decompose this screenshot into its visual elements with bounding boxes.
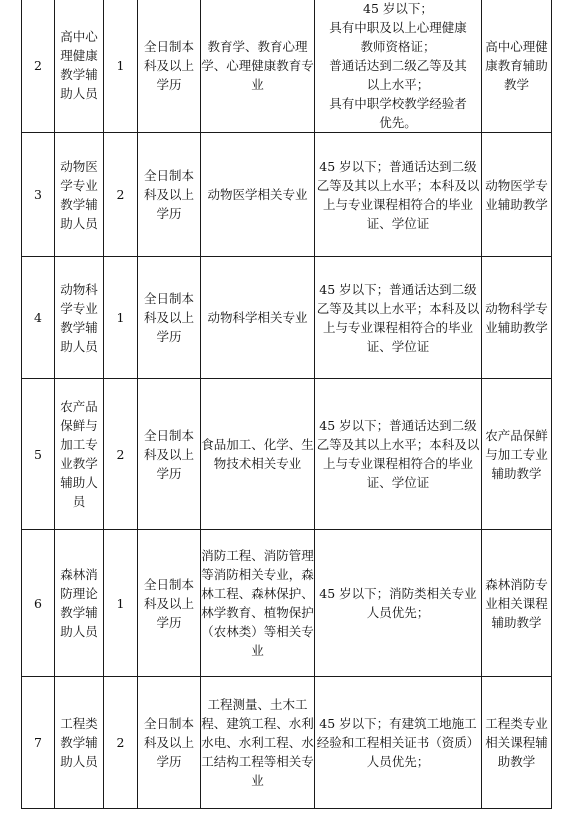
- row-number: 4: [22, 257, 55, 379]
- other-requirements: 45 岁以下；普通话达到二级乙等及其以上水平；本科及以上与专业课程相符合的毕业证、学位证: [315, 379, 482, 530]
- headcount: 2: [104, 133, 138, 257]
- education-requirement: 全日制本科及以上学历: [138, 0, 201, 133]
- requirement-line: 教师资格证；: [360, 38, 436, 54]
- position-name: 农产品保鲜与加工专业教学辅助人员: [55, 379, 104, 530]
- table-row: [22, 0, 552, 133]
- job-duty: 动物医学专业辅助教学: [482, 133, 552, 257]
- row-number: 2: [22, 0, 55, 133]
- other-requirements: 45 岁以下；普通话达到二级乙等及其以上水平；本科及以上与专业课程相符合的毕业证、学位证: [315, 133, 482, 257]
- headcount: 1: [104, 0, 138, 133]
- row-number: 7: [22, 677, 55, 809]
- education-requirement: 全日制本科及以上学历: [138, 379, 201, 530]
- major-requirement: 动物科学相关专业: [201, 257, 315, 379]
- requirement-line: 具有中职及以上心理健康: [329, 19, 467, 35]
- major-requirement: 消防工程、消防管理等消防相关专业，森林工程、森林保护、林学教育、植物保护（农林类）等相关专业: [201, 530, 315, 677]
- table-row: [22, 133, 552, 257]
- other-requirements: 45 岁以下；有建筑工地施工经验和工程相关证书（资质）人员优先；: [315, 677, 482, 809]
- table-row: [22, 677, 552, 809]
- education-requirement: 全日制本科及以上学历: [138, 257, 201, 379]
- requirement-line: 以上水平；: [366, 76, 430, 92]
- position-name: 森林消防理论教学辅助人员: [55, 530, 104, 677]
- position-name: 动物医学专业教学辅助人员: [55, 133, 104, 257]
- row-number: 5: [22, 379, 55, 530]
- position-name: 高中心理健康教学辅助人员: [55, 0, 104, 133]
- requirement-line: 优先。: [379, 114, 417, 130]
- major-requirement: 工程测量、土木工程、建筑工程、水利水电、水利工程、水工结构工程等相关专业: [201, 677, 315, 809]
- education-requirement: 全日制本科及以上学历: [138, 133, 201, 257]
- job-duty: 动物科学专业辅助教学: [482, 257, 552, 379]
- row-number: 6: [22, 530, 55, 677]
- position-name: 工程类教学辅助人员: [55, 677, 104, 809]
- requirement-line: 具有中职学校教学经验者: [329, 95, 467, 111]
- major-requirement: 动物医学相关专业: [201, 133, 315, 257]
- table-row: [22, 530, 552, 677]
- education-requirement: 全日制本科及以上学历: [138, 530, 201, 677]
- position-name: 动物科学专业教学辅助人员: [55, 257, 104, 379]
- headcount: 2: [104, 379, 138, 530]
- other-requirements: 45 岁以下；普通话达到二级乙等及其以上水平；本科及以上与专业课程相符合的毕业证、学位证: [315, 257, 482, 379]
- row-number: 3: [22, 133, 55, 257]
- requirement-line: 45 岁以下；: [363, 0, 433, 16]
- other-requirements: [315, 0, 482, 133]
- job-duty: 工程类专业相关课程辅助教学: [482, 677, 552, 809]
- job-duty: 高中心理健康教育辅助教学: [482, 0, 552, 133]
- education-requirement: 全日制本科及以上学历: [138, 677, 201, 809]
- major-requirement: 食品加工、化学、生物技术相关专业: [201, 379, 315, 530]
- other-requirements: 45 岁以下；消防类相关专业人员优先；: [315, 530, 482, 677]
- major-requirement: 教育学、教育心理学、心理健康教育专业: [201, 0, 315, 133]
- headcount: 1: [104, 257, 138, 379]
- job-duty: 森林消防专业相关课程辅助教学: [482, 530, 552, 677]
- table-row: [22, 379, 552, 530]
- table-row: [22, 257, 552, 379]
- requirement-line: 普通话达到二级乙等及其: [329, 57, 467, 73]
- headcount: 1: [104, 530, 138, 677]
- job-duty: 农产品保鲜与加工专业辅助教学: [482, 379, 552, 530]
- recruitment-table: [21, 0, 552, 809]
- headcount: 2: [104, 677, 138, 809]
